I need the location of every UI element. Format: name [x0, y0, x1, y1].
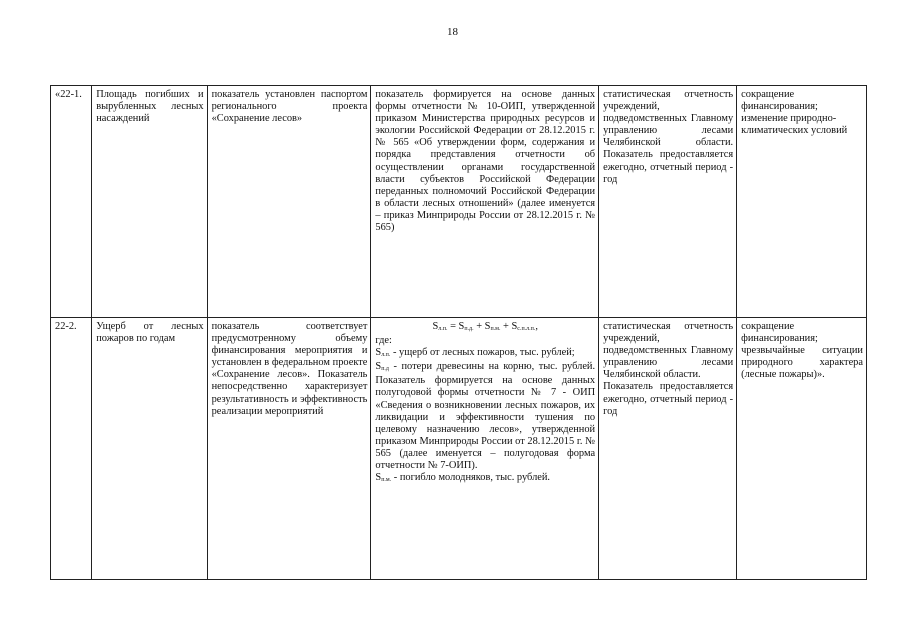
definition-item: $S_{л.п.}$ - ущерб от лесных пожаров, тыс. рублей; — [375, 347, 575, 359]
page-number: 18 — [447, 26, 458, 38]
source-text: статистическая отчетность учреждений, подведомственных Главному управлению лесами Челябинской области. — [603, 321, 734, 381]
indicator-source — [599, 318, 737, 580]
source-text: Показатель предоставляется ежегодно, отчетный период - год — [603, 381, 734, 417]
table-row — [51, 86, 867, 318]
indicator-basis: показатель соответствует предусмотренному объему финансирования мероприятия и установлен в федеральном проекте «Сохранение лесов». Показатель непосредственно характеризует результативность и эффективность реализации мероприятий — [207, 318, 371, 580]
indicator-basis: показатель установлен паспортом регионального проекта «Сохранение лесов» — [207, 86, 371, 318]
definition-item: $S_{п.м.}$ - погибло молодняков, тыс. рублей. — [375, 472, 551, 484]
indicator-source: статистическая отчетность учреждений, подведомственных Главному управлению лесами Челябинской области. Показатель предоставляется ежегодно, отчетный период - год — [599, 86, 737, 318]
indicator-method — [371, 318, 599, 580]
row-number: «22-1. — [51, 86, 92, 318]
formula: $S_{л.п.} = S_{п.д.} + S_{п.м.} + S_{с.п.л.п.}$, — [432, 321, 538, 332]
table-row — [51, 318, 867, 580]
indicator-name: Площадь погибших и вырубленных лесных насаждений — [92, 86, 207, 318]
row-number: 22-2. — [51, 318, 92, 580]
indicator-factors: сокращение финансирования; изменение природно-климатических условий — [737, 86, 867, 318]
indicator-name: Ущерб от лесных пожаров по годам — [92, 318, 207, 580]
indicator-factors: сокращение финансирования; чрезвычайные ситуации природного характера (лесные пожары)». — [737, 318, 867, 580]
indicator-method: показатель формируется на основе данных формы отчетности № 10-ОИП, утвержденной приказом Министерства природных ресурсов и экологии Российской Федерации от 28.12.2015 г. № 565 «Об утверждении форм, содержания и порядка представления отчетности об осуществлении органами государственной власти субъектов Российской Федерации переданных полномочий Российской Федерации в области лесных отношений» (далее именуется – приказ Минприроды России от 28.12.2015 г. № 565) — [371, 86, 599, 318]
formula-where: где: — [375, 335, 392, 347]
definition-item: $S_{п.д}$ - потери древесины на корню, тыс. рублей. Показатель формируется на основе данных полугодовой формы отчетности № 7 - ОИП «Сведения о возникновении лесных пожаров, их ликвидации и эффективности тушения по целевому назначению лесов», утвержденной приказом Минприроды России от 28.12.2015 г. № 565 (далее именуется – полугодовая форма отчетности № 7-ОИП). — [375, 361, 596, 472]
indicator-table — [50, 85, 867, 580]
